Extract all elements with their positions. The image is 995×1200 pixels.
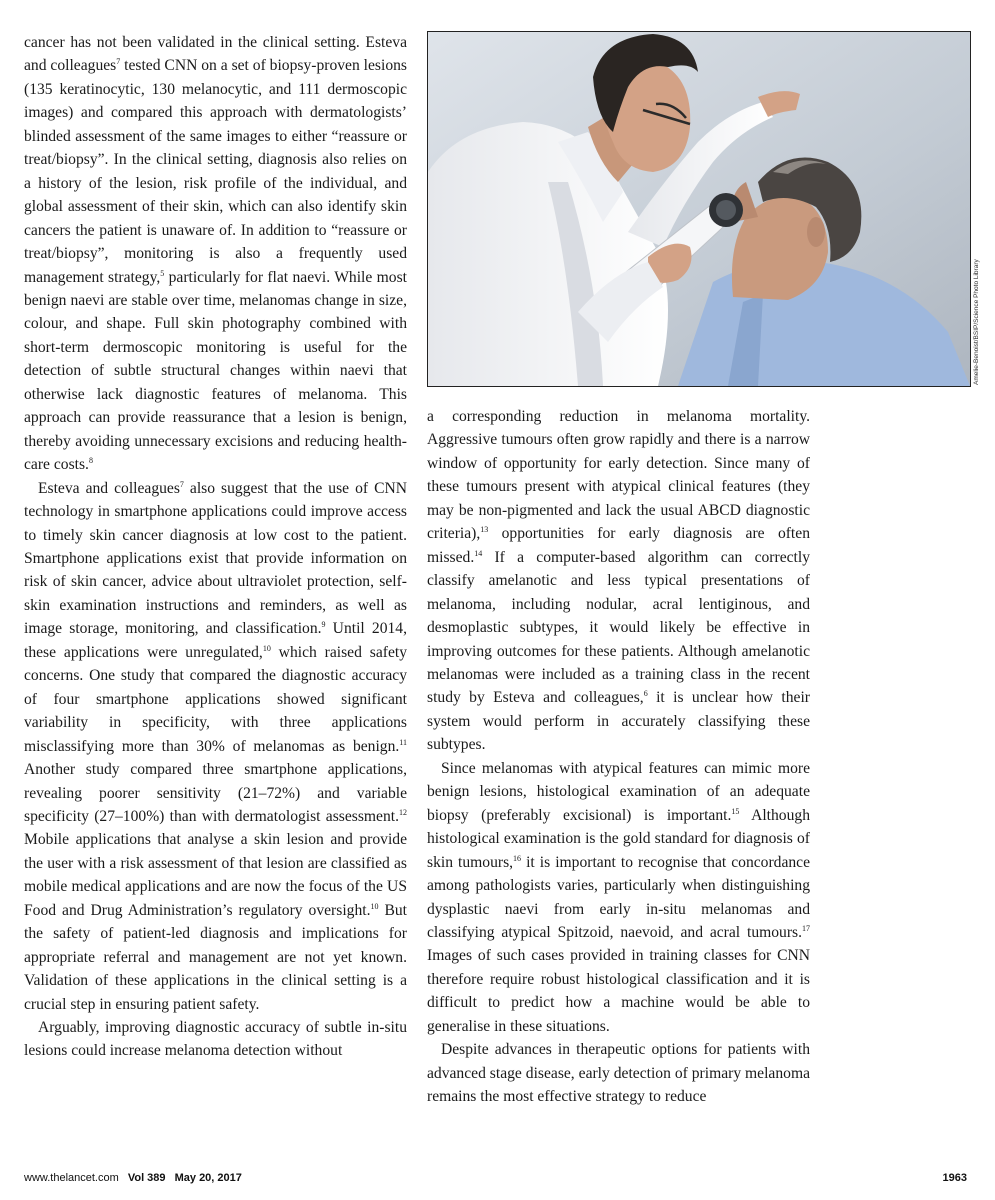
text-run: tested CNN on a set of biopsy-proven lesions (135 keratinocytic, 130 melanocytic, and 111 dermoscopic images) and compared this approach with dermatologists’ blinded assessment of the same images to either “reassure or treat/biopsy”. In the clinical setting, diagnosis also relies on a history of the lesion, risk profile of the individual, and global assessment of their skin, which can also identify skin cancers the patient is unaware of. In addition to “reassure or treat/biopsy”, monitoring is also a frequently used management strategy,	[24, 57, 407, 286]
paragraph	[24, 1016, 407, 1063]
text-run: Another study compared three smartphone applications, revealing poorer sensitivity (21–72%) and variable specificity (27–100%) than with dermatologist assessment.	[24, 761, 407, 825]
text-run: Although histological examination is the gold standard for diagnosis of skin tumours,	[427, 806, 810, 871]
reference-superscript: 6	[643, 689, 648, 699]
journal-url[interactable]: www.thelancet.com	[24, 1172, 119, 1184]
page-footer	[24, 1172, 967, 1188]
reference-superscript: 8	[88, 456, 93, 466]
text-run: Images of such cases provided in training classes for CNN therefore require robust histological classification and it is difficult to predict how a machine would be able to generalise in these situations.	[427, 947, 810, 1035]
reference-superscript: 14	[474, 548, 483, 558]
page-number: 1963	[942, 1172, 967, 1184]
reference-superscript: 10	[370, 901, 379, 911]
text-run: But the safety of patient-led diagnosis and implications for appropriate referral and management are not yet known. Validation of these applications in the clinical setting is a crucial step in ensuring patient safety.	[24, 901, 407, 1013]
reference-superscript: 17	[802, 923, 810, 933]
paragraph	[427, 1038, 810, 1108]
text-run: Arguably, improving diagnostic accuracy of subtle in-situ lesions could increase melanoma detection without	[24, 1019, 407, 1060]
left-text-column	[24, 31, 407, 1063]
text-run: cancer has not been validated in the clinical setting. Esteva and colleagues	[24, 34, 407, 75]
photo-credit: Amelie-Benoist/BSIP/Science Photo Library	[973, 259, 980, 385]
text-run: it is important to recognise that concordance among pathologists varies, particularly when distinguishing dysplastic naevi from early in-situ melanomas and classifying atypical Spitzoid, naevoid, and acral tumours.	[427, 853, 811, 941]
text-run: a corresponding reduction in melanoma mortality. Aggressive tumours often grow rapidly and there is a narrow window of opportunity for early detection. Since many of these tumours present with atypical clinical features (they may be non-pigmented and lack the usual ABCD diagnostic criteria),	[427, 408, 810, 543]
dermatologist-examination-photo	[427, 31, 971, 387]
reference-superscript: 12	[399, 807, 407, 817]
reference-superscript: 16	[513, 853, 522, 863]
text-run: opportunities for early diagnosis are often missed.	[427, 525, 810, 566]
reference-superscript: 9	[321, 620, 326, 630]
reference-superscript: 13	[480, 525, 489, 535]
footer-citation	[24, 1172, 242, 1184]
paragraph	[427, 757, 810, 1038]
right-text-column	[427, 405, 810, 1109]
text-run: Mobile applications that analyse a skin lesion and provide the user with a risk assessment of that lesion are classified as mobile medical applications and are now the focus of the US Food and Drug Administration’s regulatory oversight.	[24, 831, 407, 919]
text-run: it is unclear how their system would perform in accurately classifying these subtypes.	[427, 689, 810, 754]
text-run: Despite advances in therapeutic options for patients with advanced stage disease, early detection of primary melanoma remains the most effective strategy to reduce	[427, 1041, 810, 1106]
paragraph	[427, 405, 810, 757]
text-run: also suggest that the use of CNN technology in smartphone applications could improve access to timely skin cancer diagnosis at low cost to the patient. Smartphone applications exist that provide information on risk of skin cancer, advice about ultraviolet protection, self-skin examination instructions and reminders, as well as image storage, monitoring, and classification.	[24, 479, 407, 638]
text-run: Since melanomas with atypical features can mimic more benign lesions, histological examination of an adequate biopsy (preferably excisional) is important.	[427, 759, 810, 824]
reference-superscript: 5	[160, 268, 165, 278]
photo-illustration	[428, 32, 970, 386]
reference-superscript: 10	[262, 643, 271, 653]
reference-superscript: 7	[179, 479, 184, 489]
paragraph	[24, 31, 407, 477]
reference-superscript: 11	[399, 737, 407, 747]
reference-superscript: 7	[116, 57, 121, 67]
text-run: Esteva and colleagues	[38, 479, 180, 497]
text-run: If a computer-based algorithm can correctly classify amelanotic and less typical presentations of melanoma, including nodular, acral lentiginous, and desmoplastic subtypes, it would likely be effective in improving outcomes for these patients. Although amelanotic melanomas were included as a training class in the recent study by Esteva and colleagues,	[427, 548, 810, 707]
volume: Vol 389	[127, 1172, 166, 1184]
text-run: Until 2014, these applications were unregulated,	[24, 620, 407, 661]
reference-superscript: 15	[731, 806, 740, 816]
text-run: particularly for flat naevi. While most benign naevi are stable over time, melanomas change in size, colour, and shape. Full skin photography combined with short-term dermoscopic monitoring is useful for the detection of subtle structural changes within naevi that otherwise lack diagnostic features of melanoma. This approach can provide reassurance that a lesion is benign, thereby avoiding unnecessary excisions and reducing health-care costs.	[24, 268, 407, 474]
paragraph	[24, 477, 407, 1016]
issue-date: May 20, 2017	[174, 1172, 242, 1184]
text-run: which raised safety concerns. One study that compared the diagnostic accuracy of four smartphone applications showed significant variability in specificity, with three applications misclassifying more than 30% of melanomas as benign.	[24, 643, 407, 755]
